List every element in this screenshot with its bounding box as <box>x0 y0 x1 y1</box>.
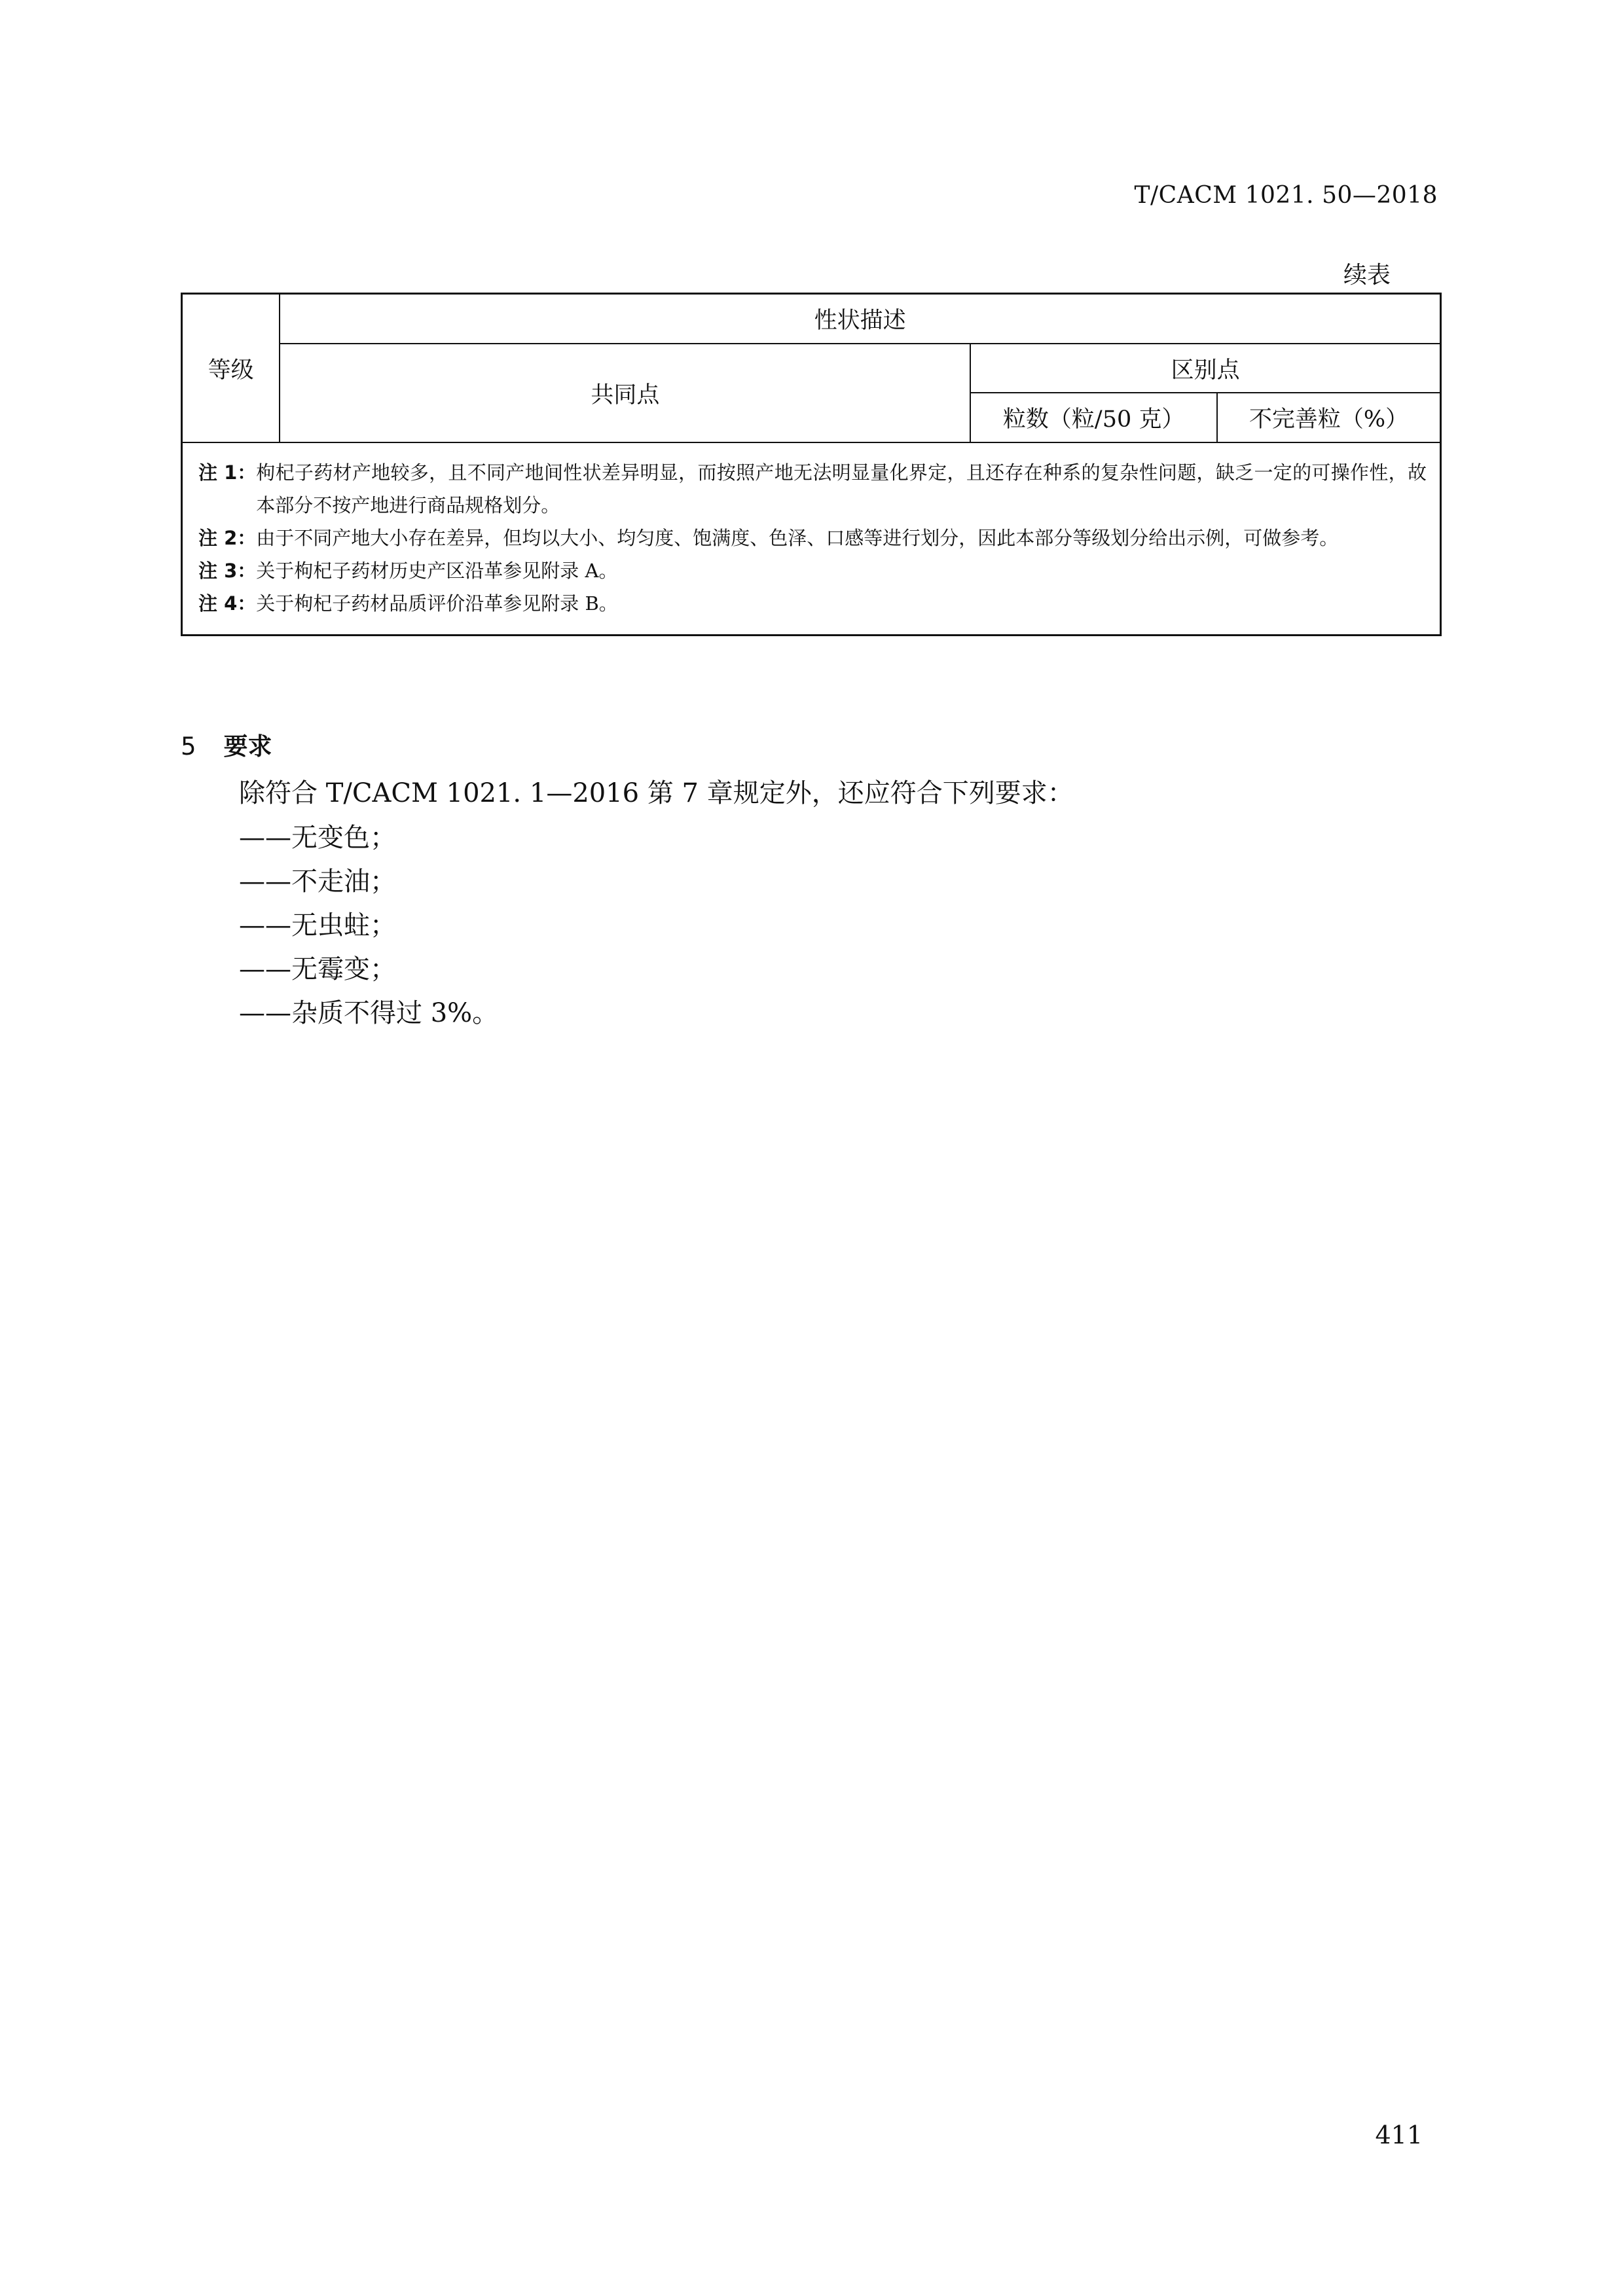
note-4 <box>198 587 1427 620</box>
note-text: 关于枸杞子药材品质评价沿革参见附录 B。 <box>256 592 618 615</box>
note-label: 注 4： <box>198 592 257 615</box>
page-number: 411 <box>1375 2121 1423 2149</box>
section-title: 要求 <box>223 732 272 761</box>
section-heading <box>181 726 272 762</box>
note-label: 注 1： <box>198 461 257 484</box>
section-number: 5 <box>181 732 196 761</box>
requirement-item: ——不走油； <box>239 867 396 897</box>
requirement-item: ——无霉变； <box>239 954 396 984</box>
note-2 <box>198 522 1427 554</box>
requirement-item: ——无虫蛀； <box>239 910 396 941</box>
grade-header: 等级 <box>182 294 280 443</box>
requirement-item: ——无变色； <box>239 823 396 853</box>
grain-count-header: 粒数（粒/50 克） <box>970 393 1217 442</box>
grade-table <box>181 293 1442 636</box>
note-label: 注 3： <box>198 560 257 582</box>
note-text: 由于不同产地大小存在差异，但均以大小、均匀度、饱满度、色泽、口感等进行划分，因此本部分等级划分给出示例，可做参考。 <box>256 527 1339 549</box>
note-1 <box>198 456 1427 522</box>
note-text: 枸杞子药材产地较多，且不同产地间性状差异明显，而按照产地无法明显量化界定，且还存在种系的复杂性问题，缺乏一定的可操作性，故本部分不按产地进行商品规格划分。 <box>256 461 1427 516</box>
distinguishing-points-header: 区别点 <box>970 344 1440 393</box>
trait-description-header: 性状描述 <box>280 294 1440 344</box>
table-continuation-label: 续表 <box>1343 262 1391 289</box>
standard-code: T/CACM 1021. 50—2018 <box>1134 182 1438 209</box>
requirements-intro: 除符合 T/CACM 1021. 1—2016 第 7 章规定外，还应符合下列要求： <box>239 778 1074 808</box>
note-3 <box>198 554 1427 587</box>
defective-grain-header: 不完善粒（%） <box>1217 393 1441 442</box>
note-label: 注 2： <box>198 527 257 549</box>
common-points-header: 共同点 <box>280 344 970 442</box>
note-text: 关于枸杞子药材历史产区沿革参见附录 A。 <box>256 560 618 582</box>
table-notes <box>182 442 1441 636</box>
requirement-item: ——杂质不得过 3%。 <box>239 998 499 1028</box>
